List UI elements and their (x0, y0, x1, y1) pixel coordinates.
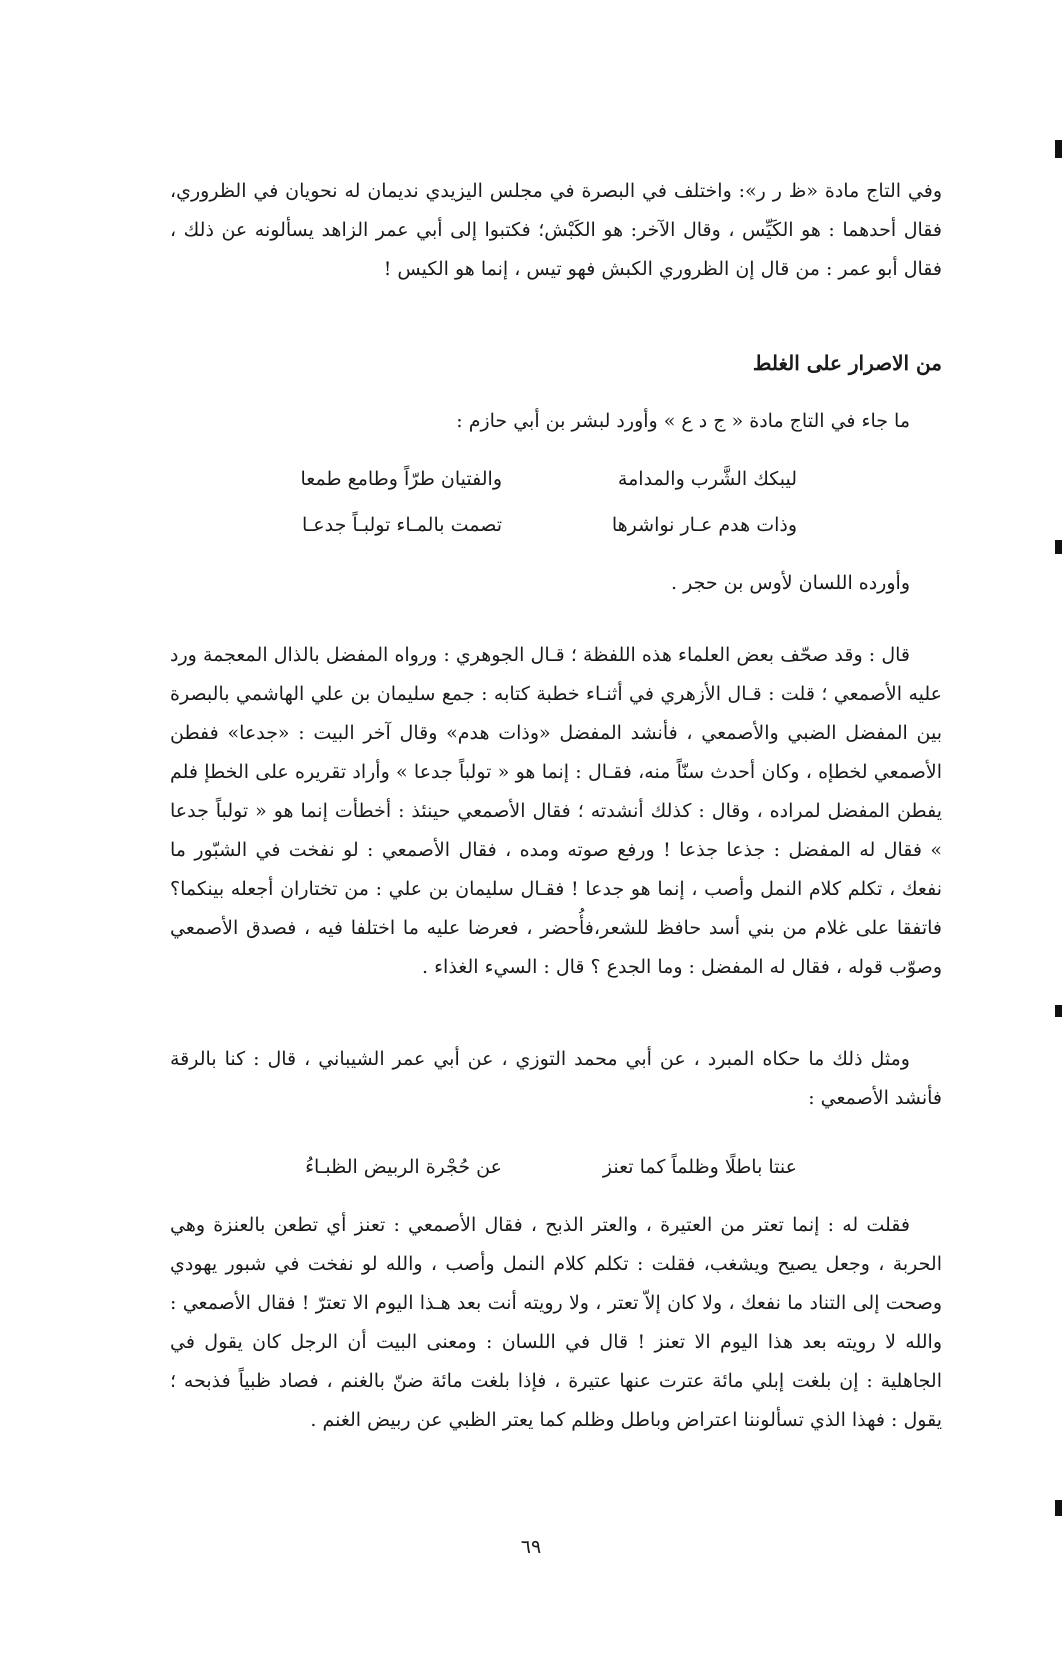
edge-mark-lower (1055, 1005, 1062, 1017)
page-number: ٦٩ (520, 1536, 542, 1558)
edge-mark-bottom (1055, 1500, 1062, 1516)
paragraph-1: وفي التاج مادة «ظ ر ر»: واختلف في البصرة في مجلس اليزيدي نديمان له نحويان في الظروري، فقال أحدهما : هو الكَيِّس ، وقال الآخر: هو الكَبْش؛ فكتبوا إلى أبي عمر الزاهد يسألونه عن ذلك ، فقال أبو عمر : من قال إن الظروري الكبش فهو تيس ، إنما هو الكيس ! (170, 180, 942, 280)
verse-1-second-hemistich: والفتيان طرّاً وطامع طمعا (300, 468, 502, 490)
section-heading: من الاصرار على الغلط (752, 351, 942, 375)
after-verse-line: وأورده اللسان لأوس بن حجر . (671, 572, 910, 594)
verse-2-second-hemistich: تصمت بالمـاء تولبـاً جدعـا (301, 514, 502, 536)
paragraph-4: فقلت له : إنما تعتر من العتيرة ، والعتر الذبح ، فقال الأصمعي : تعنز أي تطعن بالعنزة وهي الحربة ، وجعل يصيح ويشغب، فقلت : تكلم كلام النمل وأصب ، والله لو نفخت في شبور يهودي وصحت إلى التناد ما نفعك ، ولا كان إلاّ تعتر ، ولا رويته أنت بعد هـذا اليوم الا تعترّ ! فقال الأصمعي : والله لا رويته بعد هذا اليوم الا تعنز ! قال في اللسان : ومعنى البيت أن الرجل كان يقول في الجاهلية : إن بلغت إبلي مائة عترت عنها عتيرة ، فإذا بلغت مائة ضنّ بالغنم ، فصاد ظبياً فذبحه ؛ يقول : فهذا الذي تسألوننا اعتراض وباطل وظلم كما يعتر الظبي عن ربيض الغنم . (170, 1214, 942, 1431)
edge-mark-middle (1055, 540, 1062, 554)
verse-2-first-hemistich: وذات هدم عـار نواشرها (611, 514, 797, 536)
paragraph-2: قال : وقد صحّف بعض العلماء هذه اللفظة ؛ قـال الجوهري : ورواه المفضل بالذال المعجمة ورد عليه الأصمعي ؛ قلت : قـال الأزهري في أثنـاء خطبة كتابه : جمع سليمان بن علي الهاشمي بالبصرة بين المفضل الضبي والأصمعي ، فأنشد المفضل «وذات هدم» وقال آخر البيت : «جدعا» ففطن الأصمعي لخطإه ، وكان أحدث سنّاً منه، فقـال : إنما هو « تولباً جدعا » وأراد تقريره على الخطإ فلم يفطن المفضل لمراده ، وقال : كذلك أنشدته ؛ فقال الأصمعي حينئذ : أخطأت إنما هو « تولباً جدعا » فقال له المفضل : جذعا جذعا ! ورفع صوته ومده ، فقال الأصمعي : لو نفخت في الشبّور ما نفعك ، تكلم كلام النمل وأصب ، إنما هو جدعا ! فقـال سليمان بن علي : من تختاران أجعله بينكما؟ فاتفقا على غلام من بني أسد حافظ للشعر،فأُحضر ، فعرضا عليه ما اختلفا فيه ، فصدق الأصمعي وصوّب قوله ، فقال له المفضل : وما الجدع ؟ قال : السيء الغذاء . (170, 644, 942, 978)
intro-line: ما جاء في التاج مادة « ج د ع » وأورد لبشر بن أبي حازم : (456, 410, 910, 432)
edge-mark-top (1055, 140, 1062, 158)
verse-3-first-hemistich: عنتا باطلًا وظلماً كما تعنز (602, 1156, 797, 1178)
verse-1-first-hemistich: ليبكك الشَّرب والمدامة (617, 468, 797, 490)
paragraph-3: ومثل ذلك ما حكاه المبرد ، عن أبي محمد التوزي ، عن أبي عمر الشيباني ، قال : كنا بالرقة فأنشد الأصمعي : (170, 1048, 942, 1109)
verse-3-second-hemistich: عن حُجْرة الربيض الظبـاءُ (305, 1156, 502, 1178)
